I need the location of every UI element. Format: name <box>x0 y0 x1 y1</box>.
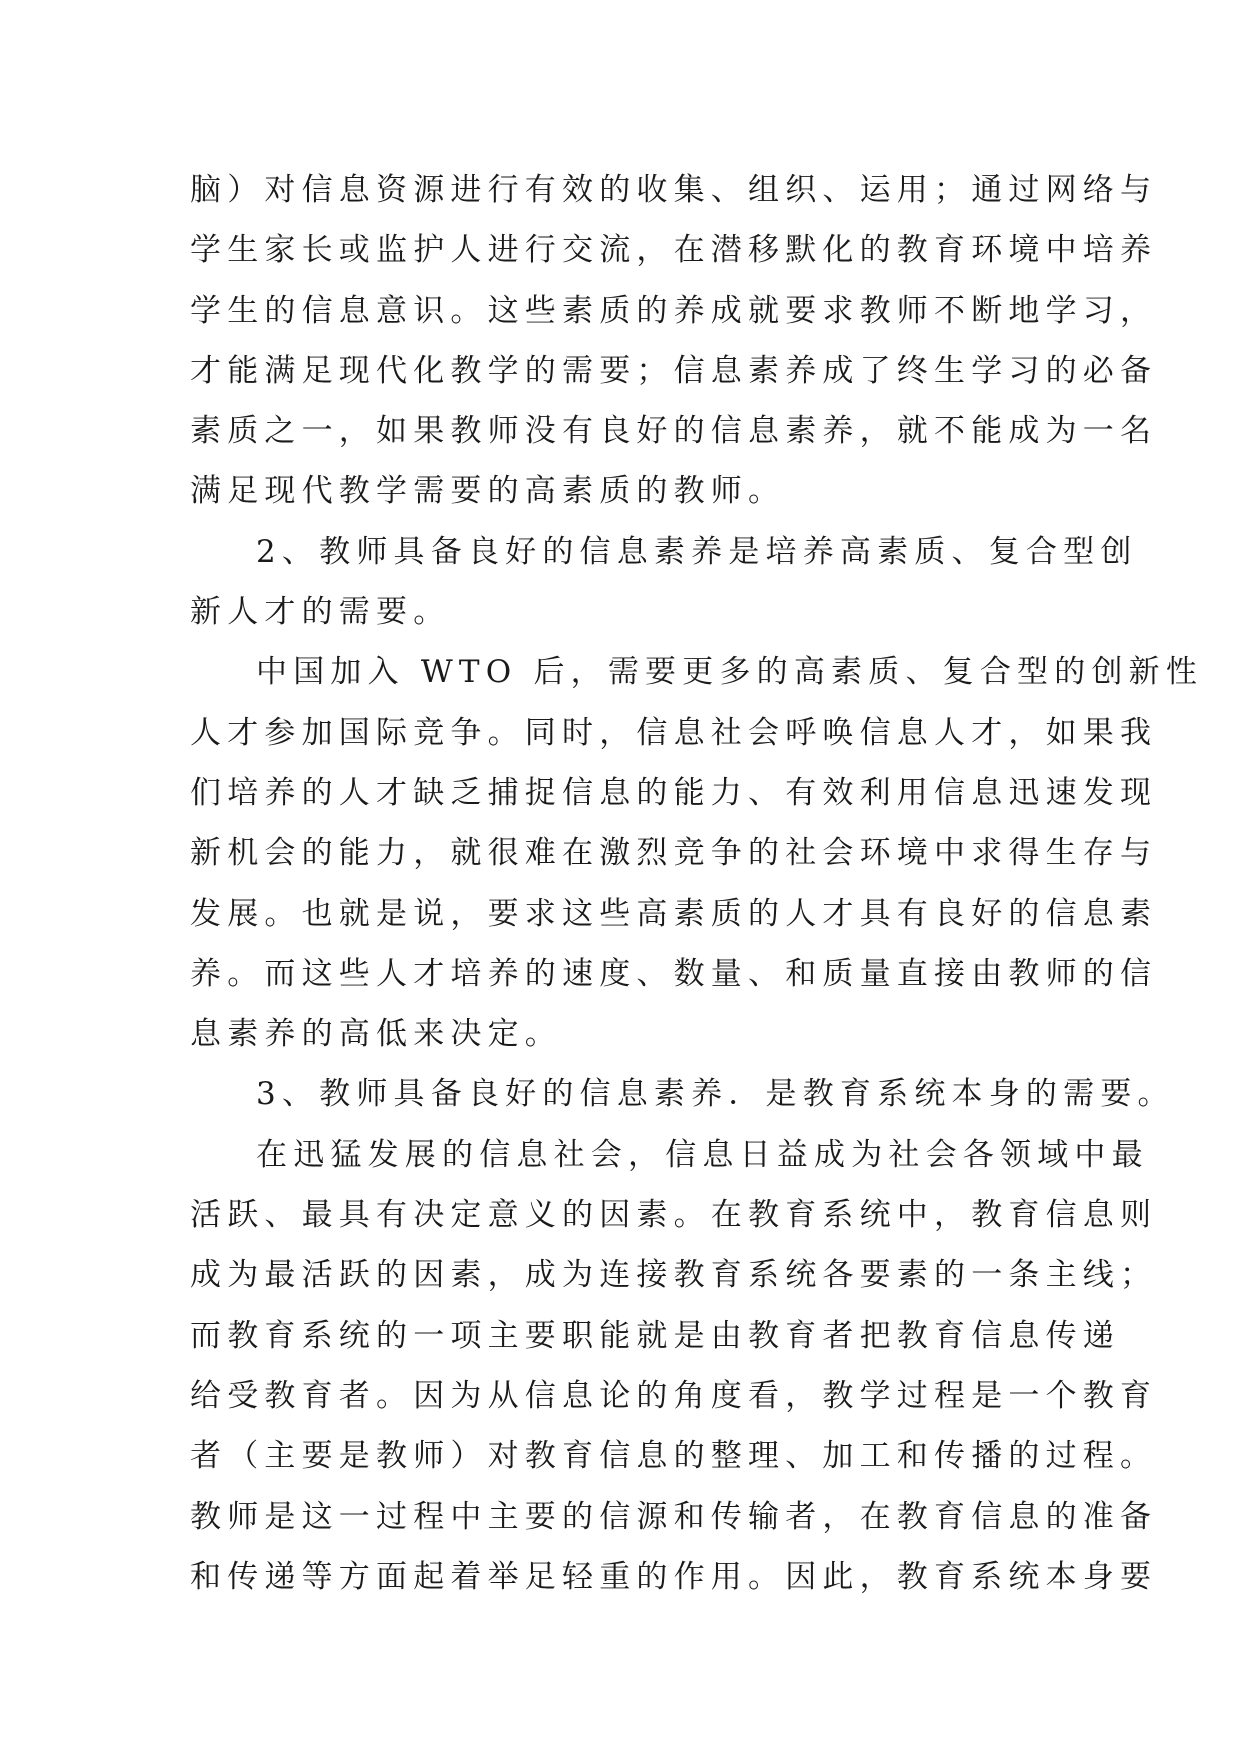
text-line: 成为最活跃的因素，成为连接教育系统各要素的一条主线； <box>190 1257 1158 1294</box>
text-line: 教师是这一过程中主要的信源和传输者，在教育信息的准备 <box>190 1498 1158 1535</box>
body-text <box>190 160 1204 1607</box>
text-line: 发展。也就是说，要求这些高素质的人才具有良好的信息素 <box>190 895 1158 932</box>
text-line: 中国加入 WTO 后，需要更多的高素质、复合型的创新性 <box>256 654 1204 691</box>
text-line: 而教育系统的一项主要职能就是由教育者把教育信息传递 <box>190 1317 1120 1354</box>
text-line: 素质之一，如果教师没有良好的信息素养，就不能成为一名 <box>190 413 1158 450</box>
text-line: 养。而这些人才培养的速度、数量、和质量直接由教师的信 <box>190 955 1158 992</box>
text-line: 3、教师具备良好的信息素养．是教育系统本身的需要。 <box>256 1076 1175 1113</box>
text-line: 和传递等方面起着举足轻重的作用。因此，教育系统本身要 <box>190 1558 1158 1595</box>
text-line: 2、教师具备良好的信息素养是培养高素质、复合型创 <box>256 533 1138 570</box>
text-line: 在迅猛发展的信息社会，信息日益成为社会各领域中最 <box>256 1136 1149 1173</box>
text-line: 学生家长或监护人进行交流，在潜移默化的教育环境中培养 <box>190 232 1158 269</box>
text-line: 才能满足现代化教学的需要；信息素养成了终生学习的必备 <box>190 352 1158 389</box>
text-line: 新机会的能力，就很难在激烈竞争的社会环境中求得生存与 <box>190 835 1158 872</box>
text-line: 息素养的高低来决定。 <box>190 1016 562 1053</box>
text-line: 脑）对信息资源进行有效的收集、组织、运用；通过网络与 <box>190 172 1158 208</box>
text-line: 新人才的需要。 <box>190 594 451 631</box>
text-line: 满足现代教学需要的高素质的教师。 <box>190 473 786 510</box>
text-line: 给受教育者。因为从信息论的角度看，教学过程是一个教育 <box>190 1377 1158 1414</box>
text-line: 活跃、最具有决定意义的因素。在教育系统中，教育信息则 <box>190 1197 1158 1234</box>
text-line: 者（主要是教师）对教育信息的整理、加工和传播的过程。 <box>190 1438 1158 1475</box>
text-line: 们培养的人才缺乏捕捉信息的能力、有效利用信息迅速发现 <box>190 774 1158 811</box>
text-line: 学生的信息意识。这些素质的养成就要求教师不断地学习， <box>190 292 1158 329</box>
text-line: 人才参加国际竞争。同时，信息社会呼唤信息人才，如果我 <box>190 714 1158 751</box>
